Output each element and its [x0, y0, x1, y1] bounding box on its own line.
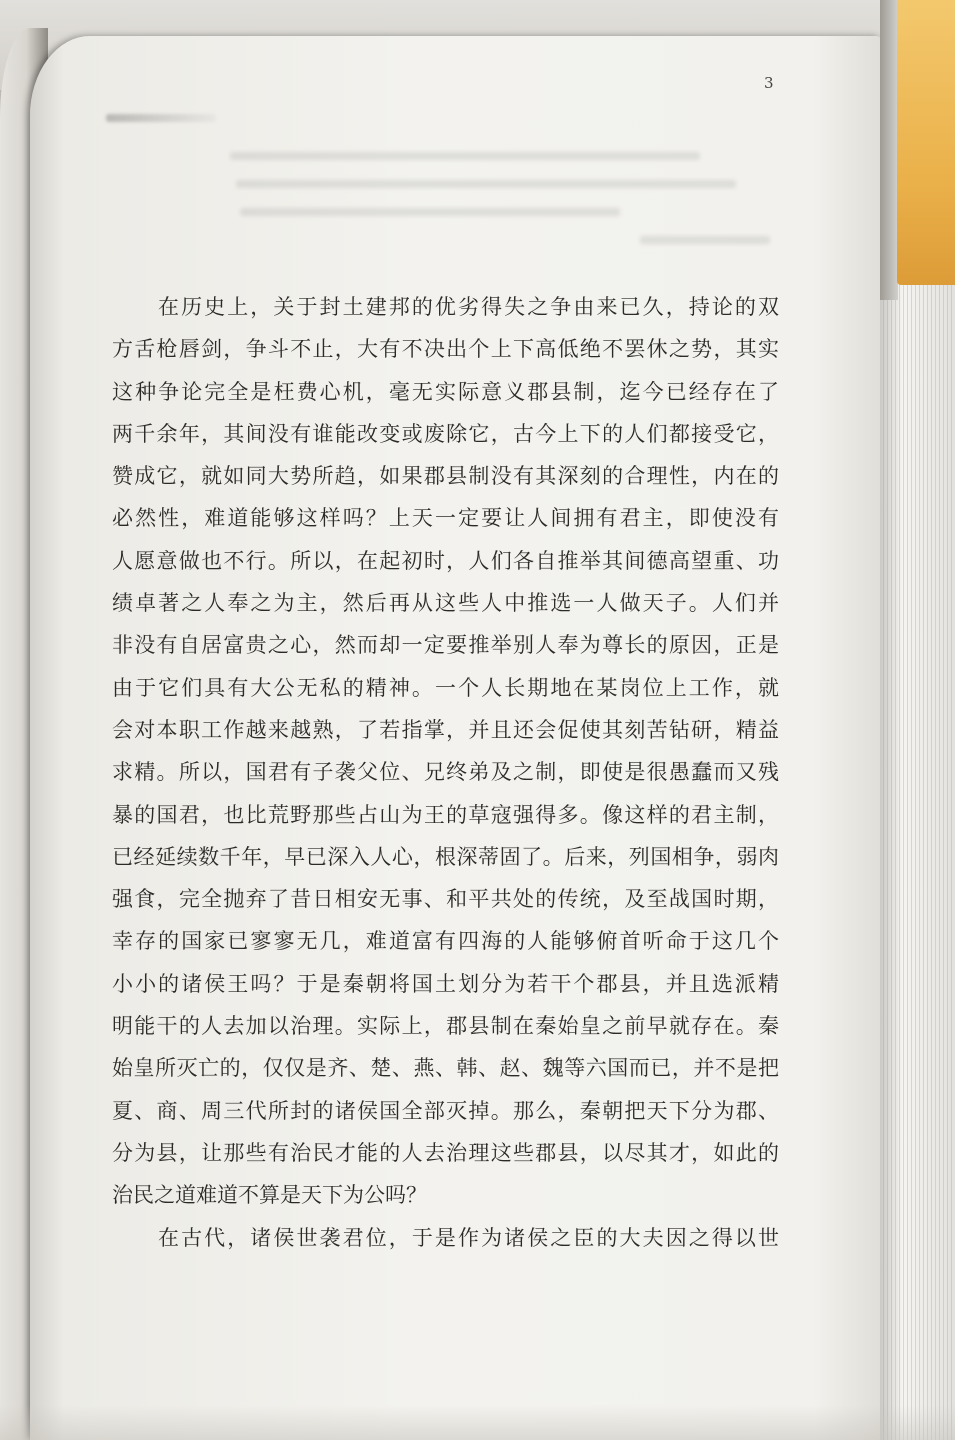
running-header-mark	[106, 114, 216, 122]
text-line: 求精。所以，国君有子袭父位、兄终弟及之制，即使是很愚蠢而又残	[112, 760, 779, 785]
show-through-text	[230, 152, 700, 160]
text-line: 已经延续数千年，早已深入人心，根深蒂固了。后来，列国相争，弱肉	[112, 844, 779, 869]
text-line: 人愿意做也不行。所以，在起初时，人们各自推举其间德高望重、功	[112, 548, 779, 573]
text-line: 始皇所灭亡的，仅仅是齐、楚、燕、韩、赵、魏等六国而已，并不是把	[112, 1056, 779, 1081]
text-line: 暴的国君，也比荒野那些占山为王的草寇强得多。像这样的君主制，	[112, 802, 779, 827]
text-line: 小小的诸侯王吗？于是秦朝将国土划分为若干个郡县，并且选派精	[112, 971, 779, 996]
text-line: 方舌枪唇剑，争斗不止，大有不决出个上下高低绝不罢休之势，其实	[112, 337, 779, 362]
show-through-text	[236, 180, 736, 188]
text-line: 必然性，难道能够这样吗？上天一定要让人间拥有君主，即使没有	[112, 506, 779, 531]
show-through-text	[240, 208, 620, 216]
text-line: 在古代，诸侯世袭君位，于是作为诸侯之臣的大夫因之得以世	[158, 1225, 779, 1250]
text-line: 绩卓著之人奉之为主，然后再从这些人中推选一人做天子。人们并	[112, 591, 779, 616]
text-line: 由于它们具有大公无私的精神。一个人长期地在某岗位上工作，就	[112, 675, 779, 700]
text-line: 分为县，让那些有治民才能的人去治理这些郡县，以尽其才，如此的	[112, 1140, 779, 1165]
body-text	[112, 286, 779, 1259]
text-line: 明能干的人去加以治理。实际上，郡县制在秦始皇之前早就存在。秦	[112, 1014, 779, 1039]
text-line: 赞成它，就如同大势所趋，如果郡县制没有其深刻的合理性，内在的	[112, 464, 779, 489]
book-cover-edge	[897, 0, 955, 285]
text-line: 幸存的国家已寥寥无几，难道富有四海的人能够俯首听命于这几个	[112, 929, 779, 954]
page-bottom-edge	[0, 1405, 955, 1440]
text-line: 非没有自居富贵之心，然而却一定要推举别人奉为尊长的原因，正是	[112, 633, 779, 658]
text-line: 强食，完全抛弃了昔日相安无事、和平共处的传统，及至战国时期，	[112, 887, 779, 912]
text-line: 治民之道难道不算是天下为公吗？	[112, 1183, 427, 1208]
text-line: 这种争论完全是枉费心机，毫无实际意义郡县制，迄今已经存在了	[112, 379, 779, 404]
page-number: 3	[764, 74, 774, 92]
text-line: 会对本职工作越来越熟，了若指掌，并且还会促使其刻苦钻研，精益	[112, 717, 779, 742]
page-stack-shadow	[880, 0, 898, 300]
text-line: 两千余年，其间没有谁能改变或废除它，古今上下的人们都接受它，	[112, 421, 779, 446]
show-through-text	[640, 236, 770, 244]
text-line: 夏、商、周三代所封的诸侯国全部灭掉。那么，秦朝把天下分为郡、	[112, 1098, 779, 1123]
text-line: 在历史上，关于封土建邦的优劣得失之争由来已久，持论的双	[158, 295, 779, 319]
